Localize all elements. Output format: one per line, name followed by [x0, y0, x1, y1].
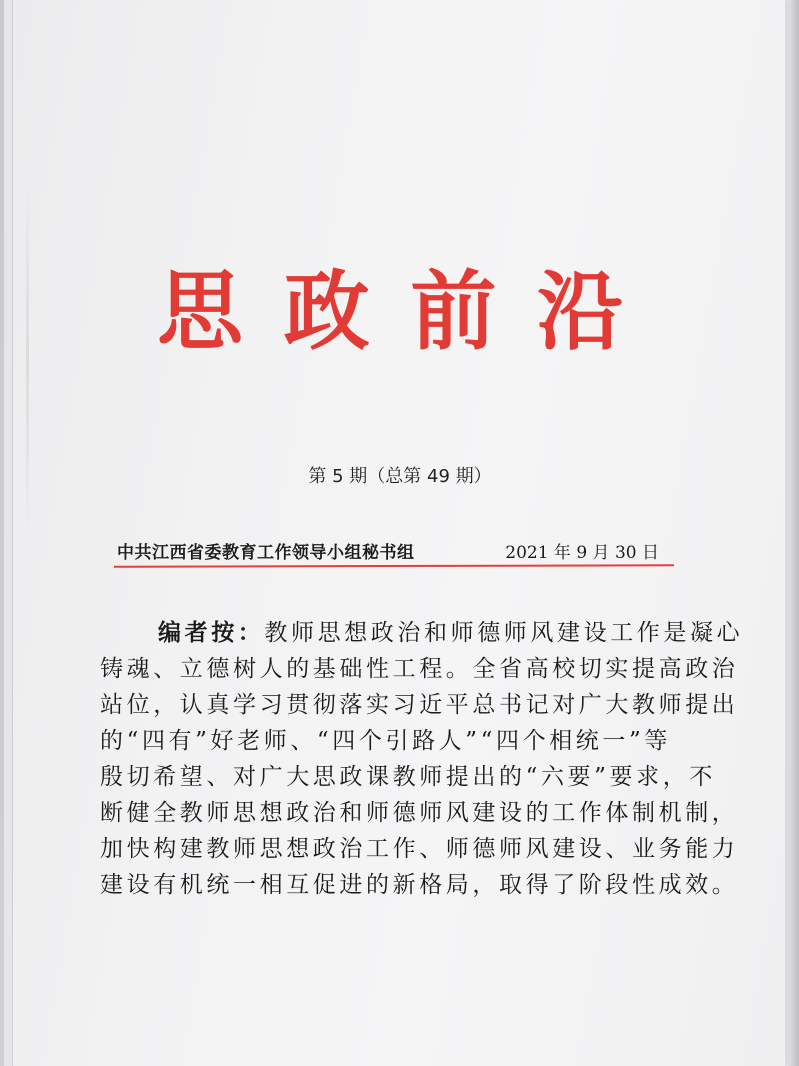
editor-note-line: 的“四有”好老师、“四个引路人”“四个相统一”等 — [100, 728, 671, 754]
editor-note-line: 加快构建教师思想政治工作、师德师风建设、业务能力 — [100, 836, 739, 862]
editor-note-line — [100, 615, 744, 651]
editor-note-text: 教师思想政治和师德师风建设工作是凝心 — [264, 620, 744, 646]
editor-note-line: 铸魂、立德树人的基础性工程。全省高校切实提高政治 — [100, 656, 739, 682]
editor-note-line: 站位，认真学习贯彻落实习近平总书记对广大教师提出 — [100, 692, 739, 718]
masthead-char: 思 — [157, 262, 243, 362]
issuing-organization: 中共江西省委教育工作领导小组秘书组 — [117, 543, 415, 563]
issue-number: 第 5 期（总第 49 期） — [308, 466, 492, 487]
masthead-char: 政 — [283, 262, 370, 362]
masthead-char: 沿 — [536, 262, 623, 362]
binding-shadow — [26, 180, 29, 540]
issue-date: 2021 年 9 月 30 日 — [505, 543, 659, 563]
editor-note-line: 殷切希望、对广大思政课教师提出的“六要”要求，不 — [100, 764, 716, 790]
editor-note — [100, 615, 744, 903]
editor-note-line: 断健全教师思想政治和师德师风建设的工作体制机制， — [100, 800, 739, 826]
issuer-line — [117, 536, 673, 566]
document-page — [12, 0, 785, 1066]
editor-note-label: 编者按： — [158, 619, 265, 646]
editor-note-line: 建设有机统一相互促进的新格局，取得了阶段性成效。 — [100, 872, 739, 898]
masthead-char: 前 — [410, 262, 497, 362]
masthead-title — [150, 262, 630, 362]
